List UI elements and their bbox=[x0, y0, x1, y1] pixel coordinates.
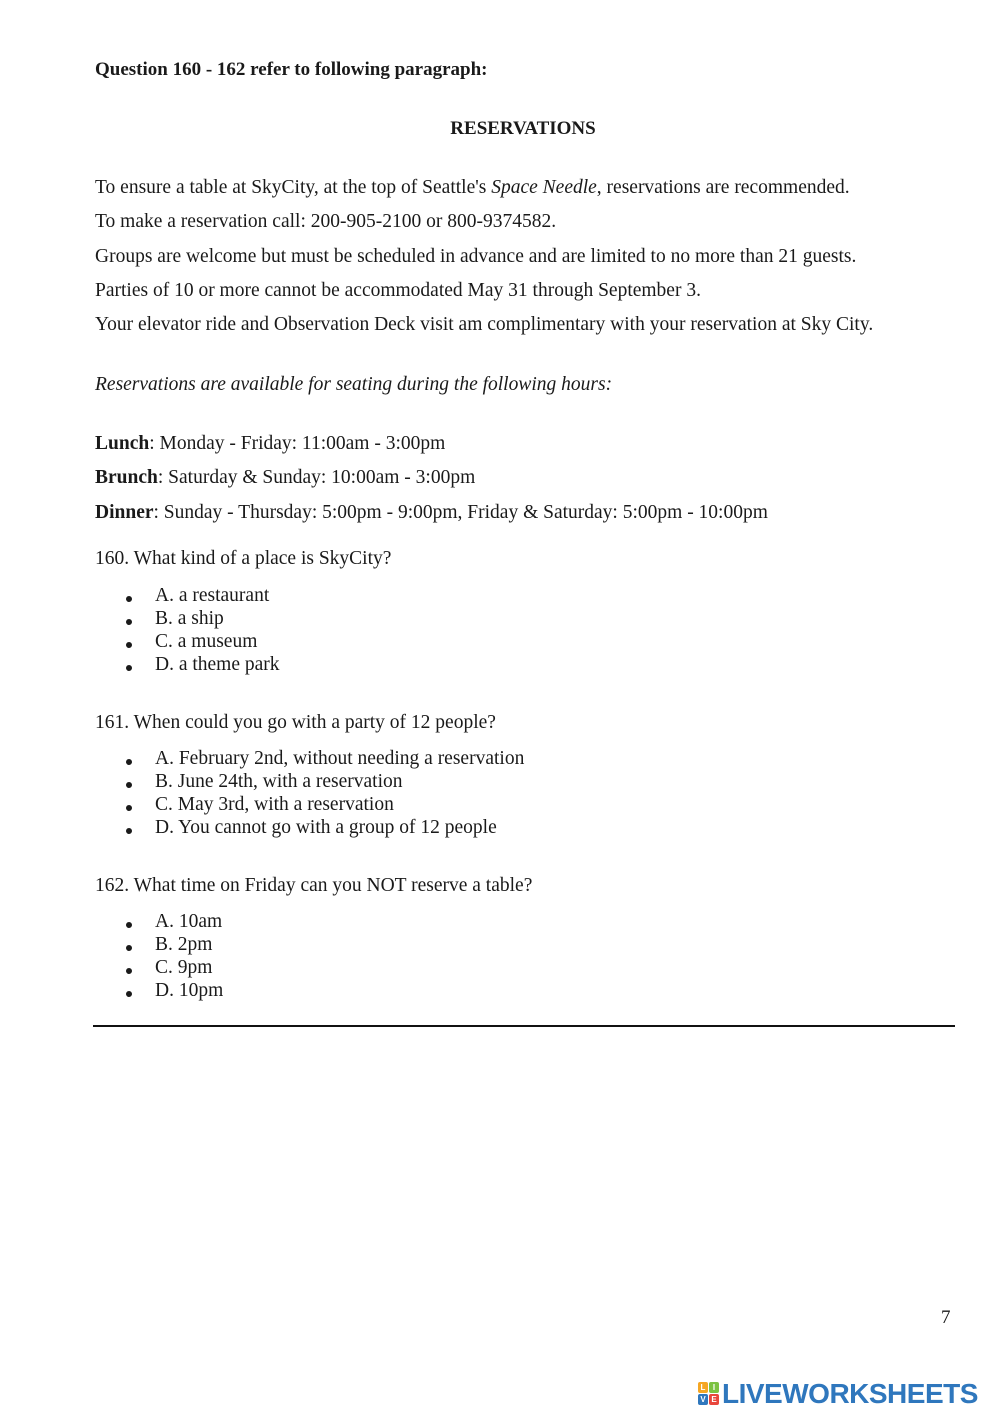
option-160-b[interactable]: B. a ship bbox=[155, 608, 224, 629]
horizontal-divider bbox=[93, 1025, 955, 1027]
option-161-a[interactable]: A. February 2nd, without needing a reservation bbox=[155, 748, 525, 769]
question-162: 162. What time on Friday can you NOT reserve a table? bbox=[95, 875, 533, 896]
question-range-heading: Question 160 - 162 refer to following paragraph: bbox=[95, 59, 488, 80]
bullet bbox=[126, 782, 132, 788]
hours-intro: Reservations are available for seating during the following hours: bbox=[95, 374, 613, 395]
option-160-c[interactable]: C. a museum bbox=[155, 631, 258, 652]
option-162-b[interactable]: B. 2pm bbox=[155, 934, 213, 955]
logo-block-i: I bbox=[709, 1382, 719, 1393]
hours-dinner: Dinner: Sunday - Thursday: 5:00pm - 9:00pm, Friday & Saturday: 5:00pm - 10:00pm bbox=[95, 502, 768, 523]
logo-block-l: L bbox=[698, 1382, 708, 1393]
passage-line-1: To ensure a table at SkyCity, at the top of Seattle's Space Needle, reservations are recommended. bbox=[95, 177, 850, 198]
page-title: RESERVATIONS bbox=[450, 118, 596, 139]
bullet bbox=[126, 805, 132, 811]
bullet bbox=[126, 991, 132, 997]
option-161-b[interactable]: B. June 24th, with a reservation bbox=[155, 771, 403, 792]
question-160: 160. What kind of a place is SkyCity? bbox=[95, 548, 392, 569]
bullet bbox=[126, 665, 132, 671]
page-number: 7 bbox=[941, 1307, 951, 1328]
passage-line-2: To make a reservation call: 200-905-2100 or 800-9374582. bbox=[95, 211, 557, 232]
passage-line-3: Groups are welcome but must be scheduled in advance and are limited to no more than 21 guests. bbox=[95, 246, 857, 267]
logo-block-e: E bbox=[709, 1394, 719, 1405]
option-161-c[interactable]: C. May 3rd, with a reservation bbox=[155, 794, 394, 815]
logo-block-v: V bbox=[698, 1394, 708, 1405]
question-161: 161. When could you go with a party of 12 people? bbox=[95, 712, 496, 733]
hours-lunch: Lunch: Monday - Friday: 11:00am - 3:00pm bbox=[95, 433, 446, 454]
passage-line-5: Your elevator ride and Observation Deck visit am complimentary with your reservation at Sky City. bbox=[95, 314, 874, 335]
bullet bbox=[126, 828, 132, 834]
liveworksheets-logo-icon bbox=[698, 1381, 720, 1407]
bullet bbox=[126, 642, 132, 648]
bullet bbox=[126, 596, 132, 602]
liveworksheets-wordmark: LIVEWORKSHEETS bbox=[722, 1378, 978, 1409]
option-160-a[interactable]: A. a restaurant bbox=[155, 585, 270, 606]
bullet bbox=[126, 619, 132, 625]
option-162-d[interactable]: D. 10pm bbox=[155, 980, 224, 1001]
hours-brunch: Brunch: Saturday & Sunday: 10:00am - 3:00pm bbox=[95, 467, 476, 488]
bullet bbox=[126, 945, 132, 951]
option-162-a[interactable]: A. 10am bbox=[155, 911, 223, 932]
option-162-c[interactable]: C. 9pm bbox=[155, 957, 213, 978]
space-needle-italic: Space Needle bbox=[491, 177, 597, 198]
option-161-d[interactable]: D. You cannot go with a group of 12 people bbox=[155, 817, 497, 838]
bullet bbox=[126, 922, 132, 928]
option-160-d[interactable]: D. a theme park bbox=[155, 654, 280, 675]
liveworksheets-logo bbox=[698, 1378, 978, 1410]
bullet bbox=[126, 759, 132, 765]
bullet bbox=[126, 968, 132, 974]
passage-line-4: Parties of 10 or more cannot be accommodated May 31 through September 3. bbox=[95, 280, 701, 301]
